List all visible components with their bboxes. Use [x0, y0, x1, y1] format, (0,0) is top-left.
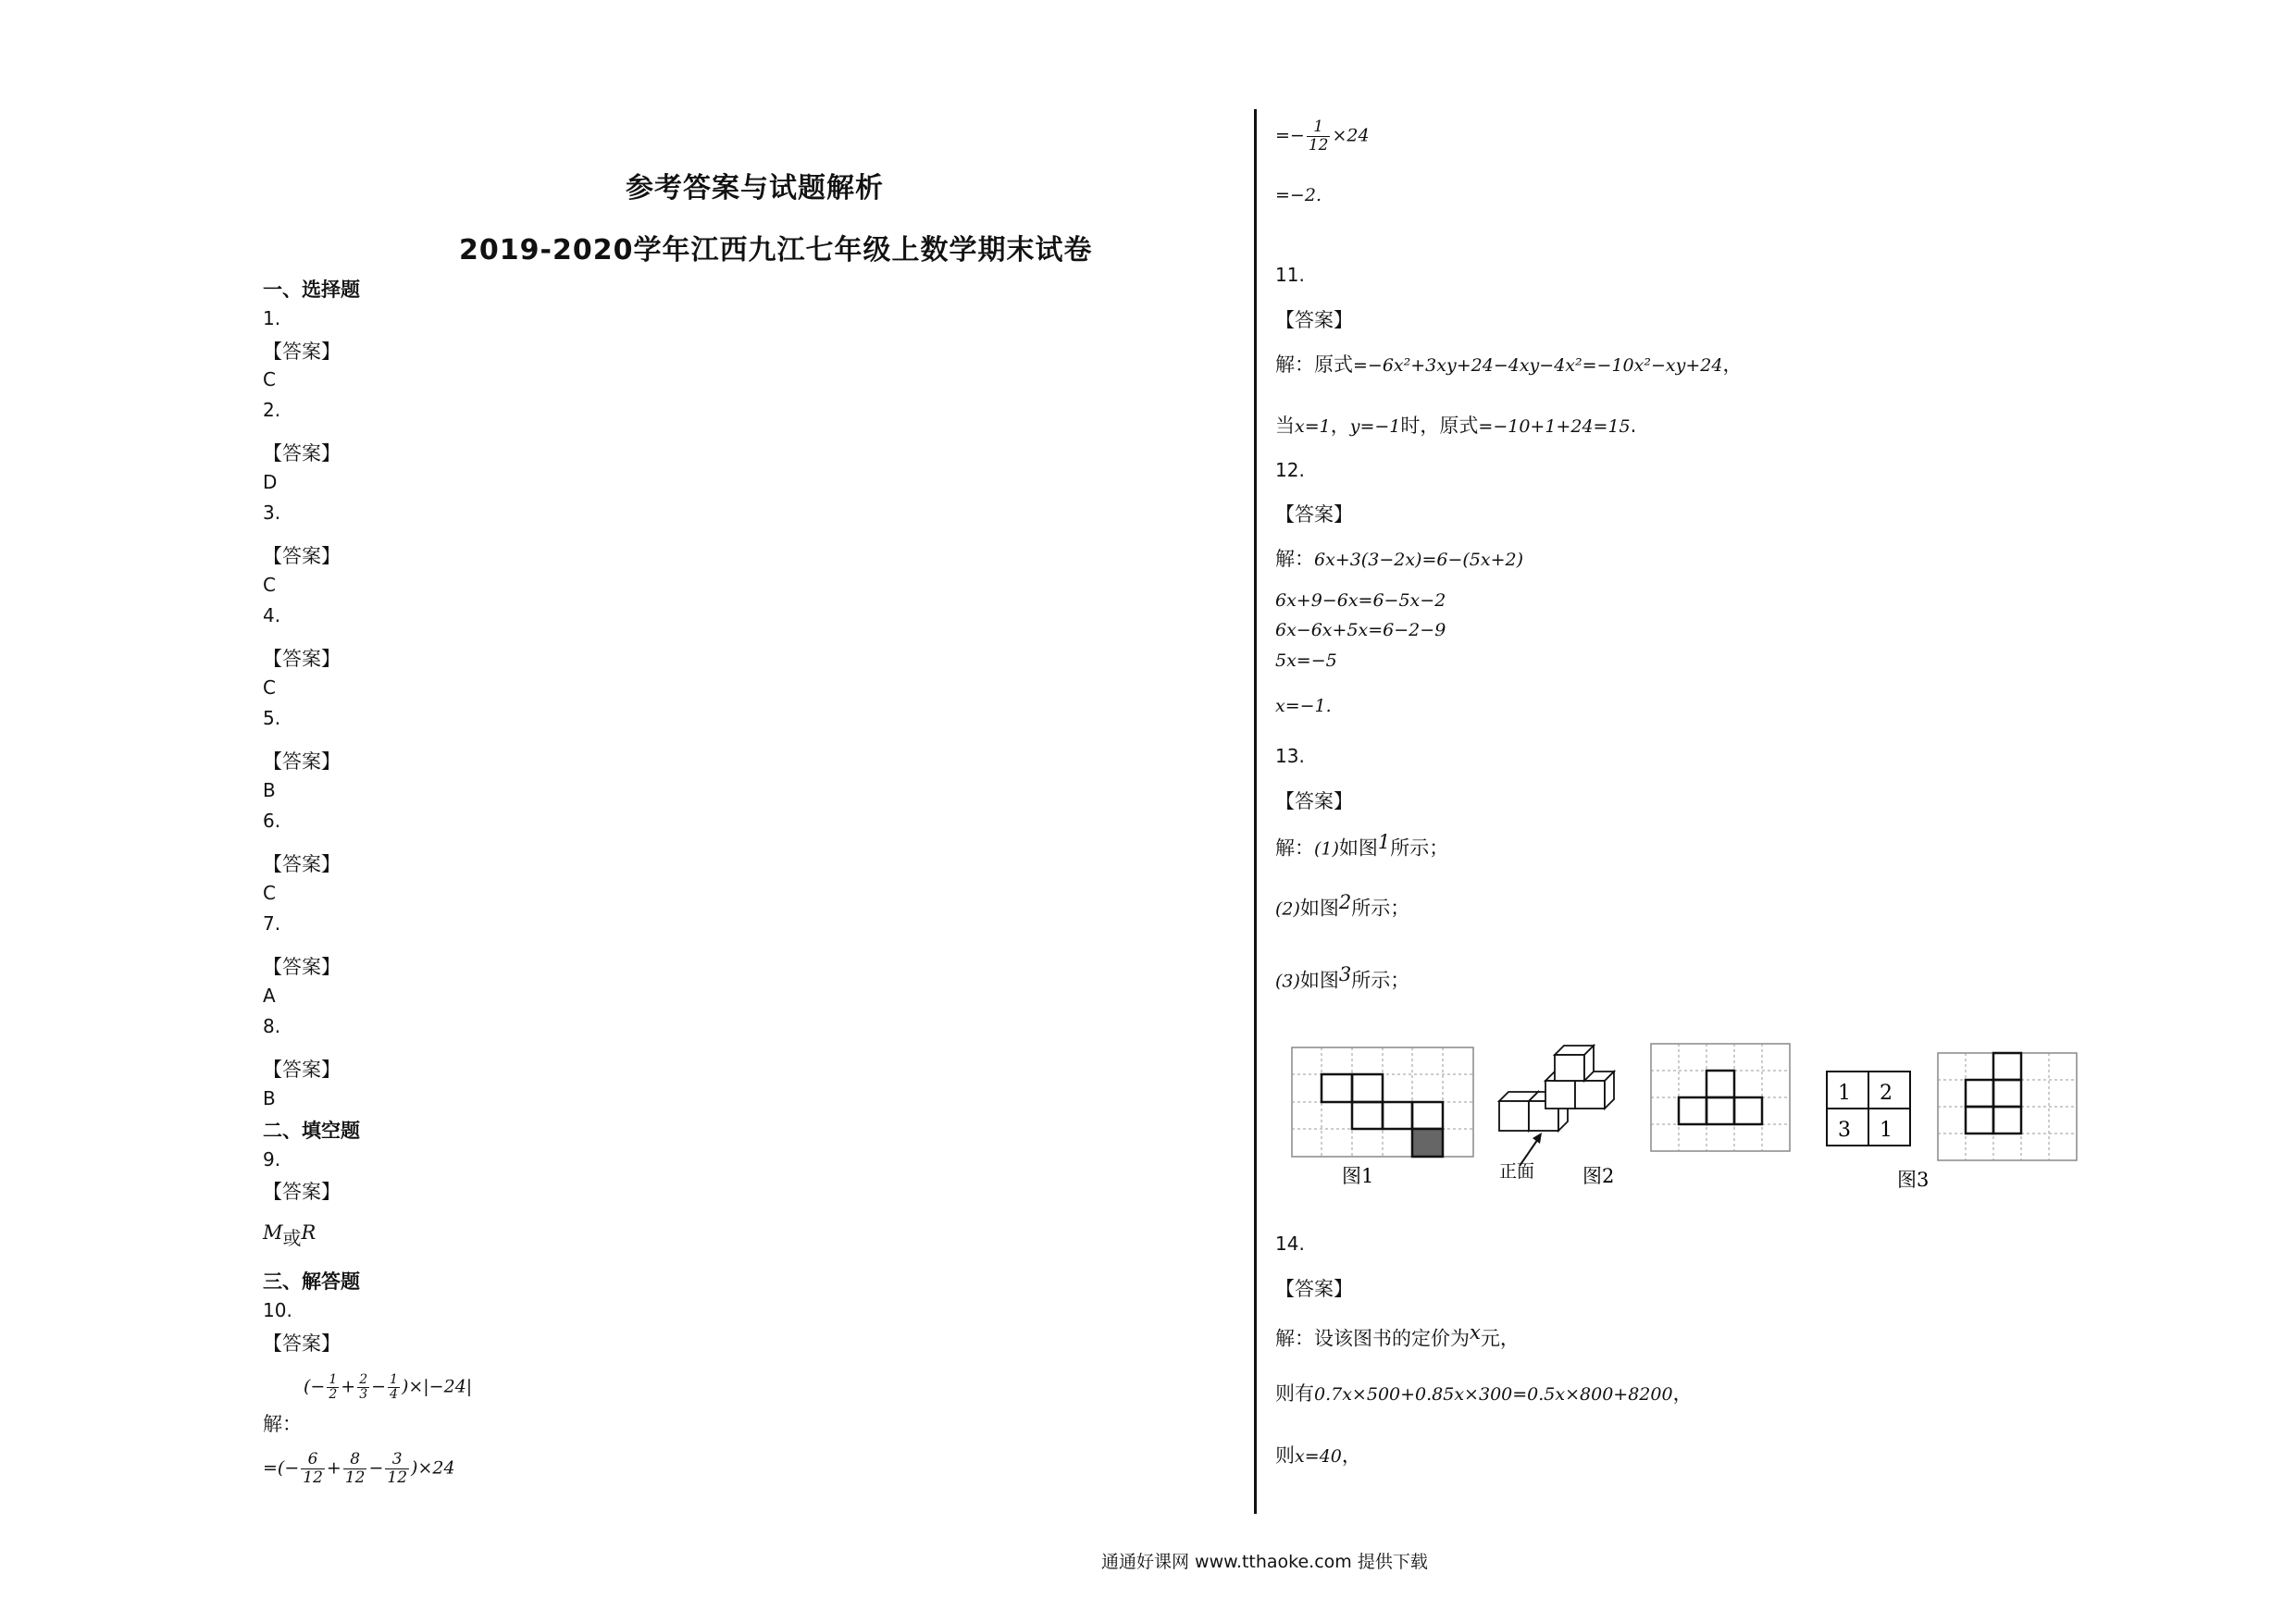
- jie-label: 解：: [263, 1413, 302, 1435]
- answer-value: A: [263, 985, 276, 1007]
- question-number: 11.: [1275, 264, 1305, 286]
- answer-value: C: [263, 574, 276, 596]
- question-number: 8.: [263, 1015, 281, 1037]
- section-solve-heading: 三、解答题: [263, 1270, 360, 1293]
- question-number: 6.: [263, 810, 281, 832]
- column-divider: [1254, 109, 1257, 1514]
- question-number: 10.: [263, 1299, 292, 1321]
- section-fill-heading: 二、填空题: [263, 1120, 360, 1142]
- cell-number: 1: [1880, 1119, 1893, 1142]
- answer-label: 【答案】: [1275, 790, 1353, 812]
- q13-figures: [1277, 1027, 2082, 1203]
- figure2-grid: [1651, 1044, 1790, 1151]
- q11-line1: 解：原式=−6x²+3xy+24−4xy−4x²=−10x²−xy+24，: [1275, 353, 1743, 376]
- q12-line1: 解：6x+3(3−2x)=6−(5x+2): [1275, 548, 1524, 570]
- q12-line4: 5x=−5: [1275, 650, 1337, 671]
- q10-line3: =− $\frac{1}{12}$ ×24: [1275, 118, 1370, 155]
- answer-label: 【答案】: [1275, 503, 1353, 526]
- figure3-grid: [1938, 1053, 2077, 1160]
- answer-title: 参考答案与试题解析: [626, 172, 884, 204]
- answer-label: 【答案】: [263, 341, 341, 363]
- answer-label: 【答案】: [263, 853, 341, 875]
- q9-answer: [263, 1218, 316, 1249]
- answer-label: 【答案】: [263, 648, 341, 670]
- answer-value: C: [263, 368, 276, 390]
- math-var: M: [263, 1221, 283, 1244]
- q10-line2: =(− $\frac{6}{12}$ + $\frac{8}{12}$ − $\frac{3}{12}$ )×24: [263, 1450, 455, 1487]
- q14-line2: 则有0.7x×500+0.85x×300=0.5x×800+8200，: [1275, 1382, 1693, 1405]
- question-number: 5.: [263, 707, 281, 729]
- q10-line4: =−2.: [1275, 185, 1322, 205]
- question-number: 12.: [1275, 459, 1305, 481]
- exam-title: 2019-2020学年江西九江七年级上数学期末试卷: [459, 234, 1093, 266]
- answer-value: D: [263, 471, 278, 493]
- front-label: 正面: [1499, 1161, 1535, 1182]
- answer-label: 【答案】: [263, 442, 341, 465]
- question-number: 3.: [263, 502, 281, 524]
- question-number: 9.: [263, 1148, 281, 1171]
- cell-number: 3: [1838, 1119, 1851, 1142]
- cell-number: 2: [1880, 1082, 1893, 1105]
- answer-value: C: [263, 882, 276, 904]
- answer-label: 【答案】: [263, 750, 341, 773]
- q14-line1: 解：设该图书的定价为$^x$元，: [1275, 1321, 1520, 1350]
- question-number: 13.: [1275, 745, 1305, 767]
- figure2-cubes: [1499, 1046, 1614, 1131]
- page-footer: 通通好课网 www.tthaoke.com 提供下载: [1101, 1552, 1428, 1572]
- q13-line3: (3)如图$^3$所示；: [1275, 963, 1410, 992]
- q13-line2: (2)如图$^2$所示；: [1275, 891, 1410, 920]
- answer-label: 【答案】: [263, 956, 341, 978]
- q12-line5: x=−1.: [1275, 696, 1332, 716]
- q13-line1: 解：(1)如图$^1$所示；: [1275, 831, 1449, 860]
- answer-label: 【答案】: [263, 1332, 341, 1355]
- q11-line2: 当x=1，y=−1时，原式=−10+1+24=15.: [1275, 415, 1637, 437]
- question-number: 4.: [263, 604, 281, 626]
- answer-value: C: [263, 676, 276, 699]
- math-var: R: [301, 1221, 316, 1244]
- shaded-cell: [1412, 1129, 1443, 1157]
- question-number: 7.: [263, 912, 281, 935]
- q12-line3: 6x−6x+5x=6−2−9: [1275, 620, 1446, 640]
- question-number: 1.: [263, 307, 281, 329]
- figure2-label: 图2: [1582, 1165, 1615, 1187]
- question-number: 14.: [1275, 1233, 1305, 1255]
- figure1-label: 图1: [1342, 1165, 1374, 1187]
- question-number: 2.: [263, 399, 281, 421]
- answer-label: 【答案】: [263, 545, 341, 567]
- answer-label: 【答案】: [263, 1181, 341, 1203]
- answer-label: 【答案】: [1275, 309, 1353, 331]
- section-choice-heading: 一、选择题: [263, 279, 360, 301]
- q10-line1: (− $\frac{1}{2}$ + $\frac{2}{3}$ − $\frac{1}{4}$ )×|−24|: [304, 1372, 473, 1402]
- answer-label: 【答案】: [263, 1059, 341, 1081]
- arrow-head: [1533, 1133, 1542, 1144]
- answer-label: 【答案】: [1275, 1278, 1353, 1300]
- figure1-grid: [1292, 1047, 1473, 1157]
- figure3-label: 图3: [1897, 1169, 1930, 1191]
- q14-line3: 则x=40，: [1275, 1444, 1361, 1467]
- answer-value: B: [263, 1087, 276, 1109]
- figure3-topview: [1827, 1072, 1910, 1146]
- cell-number: 1: [1838, 1082, 1851, 1105]
- answer-value: B: [263, 779, 276, 801]
- q12-line2: 6x+9−6x=6−5x−2: [1275, 590, 1446, 611]
- or-text: 或: [282, 1227, 302, 1249]
